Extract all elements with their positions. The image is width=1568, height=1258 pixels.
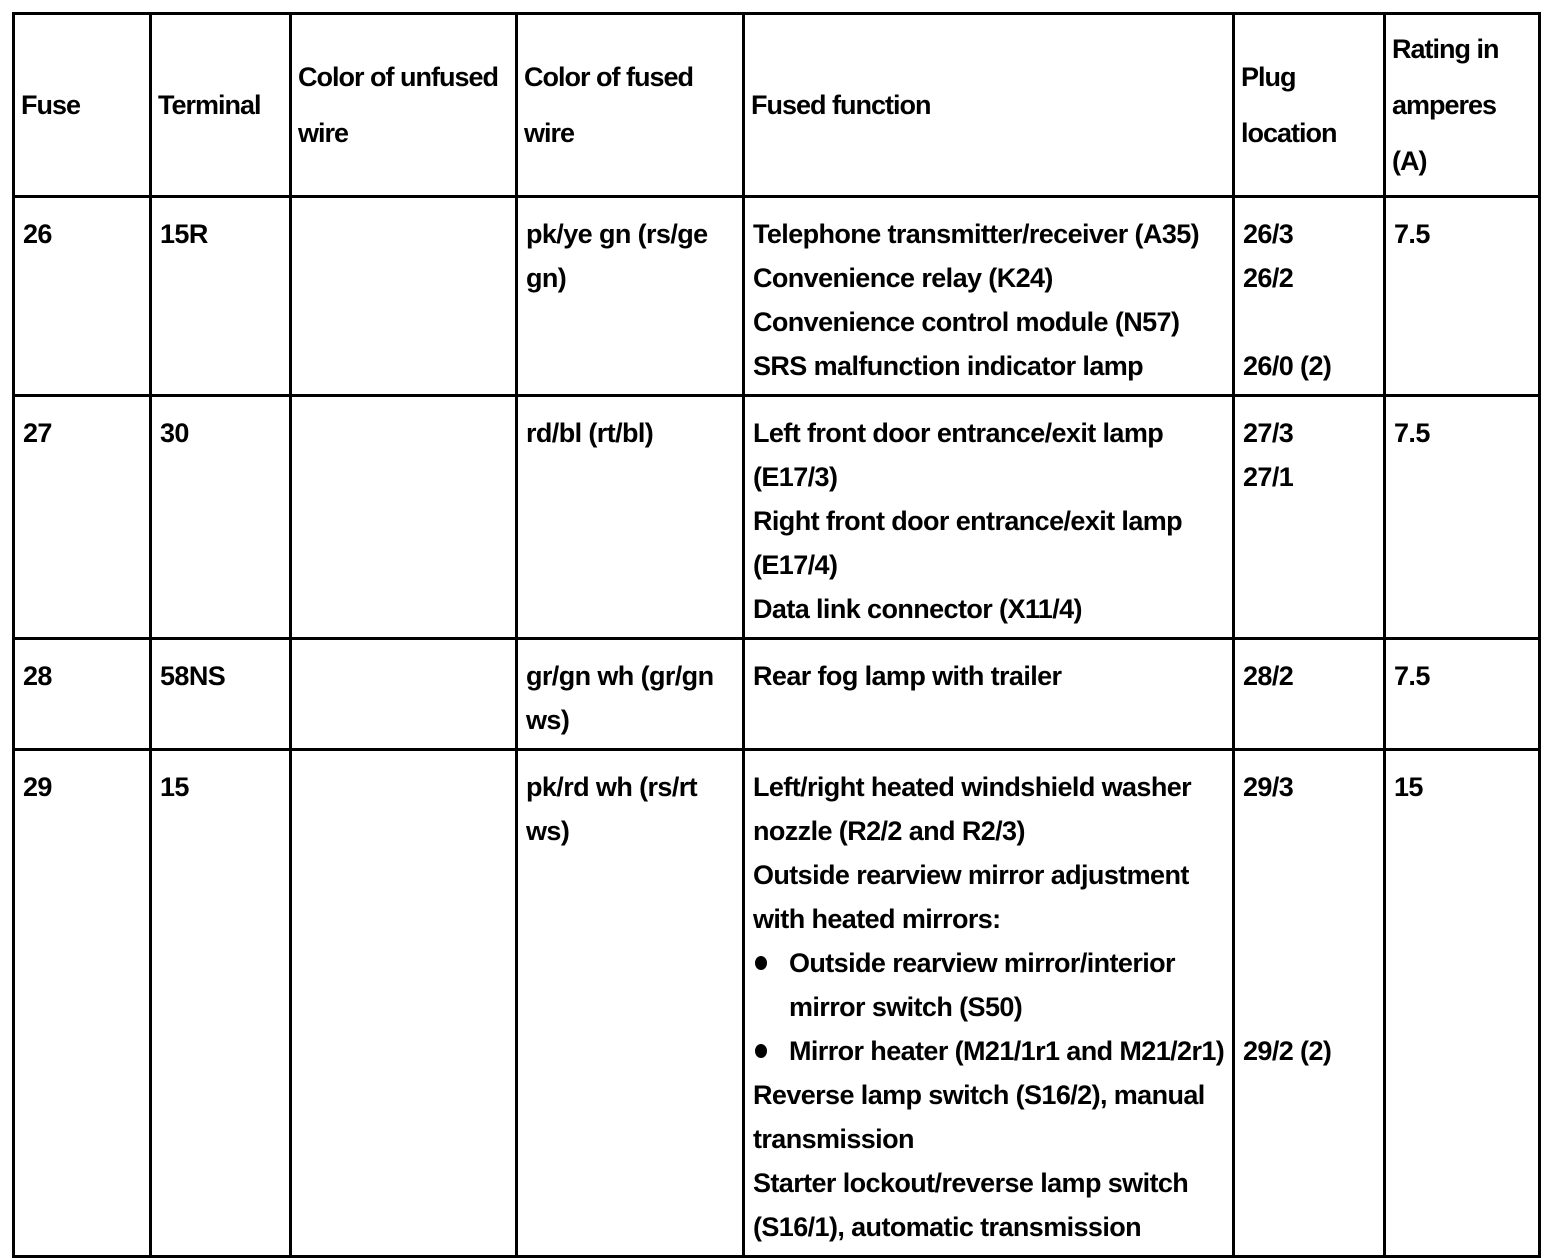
table-row [14, 396, 1540, 639]
cell-rating: 15 [1385, 750, 1540, 1257]
table-row [14, 639, 1540, 750]
cell-fuse: 27 [14, 396, 151, 639]
fuse-table [12, 12, 1541, 1258]
plug-spacer [1243, 897, 1377, 941]
function-bullet-item [753, 941, 1226, 1029]
plug-line: 29/3 [1243, 772, 1294, 802]
function-line: SRS malfunction indicator lamp [753, 351, 1144, 381]
header-fuse: Fuse [14, 14, 151, 197]
plug-line: 29/2 (2) [1243, 1036, 1332, 1066]
cell-fused-wire: gr/gn wh (gr/gn ws) [517, 639, 744, 750]
function-line: Convenience relay (K24) [753, 263, 1053, 293]
bullet-icon [755, 1044, 767, 1058]
plug-line: 26/3 [1243, 219, 1294, 249]
header-fused-function: Fused function [744, 14, 1234, 197]
plug-spacer [1243, 300, 1377, 344]
plug-spacer [1243, 853, 1377, 897]
bullet-icon [755, 956, 767, 970]
cell-fuse: 29 [14, 750, 151, 1257]
cell-unfused-wire [291, 197, 517, 396]
function-line: Outside rearview mirror adjustment with heated mirrors: [753, 860, 1189, 934]
function-line: Left front door entrance/exit lamp (E17/3) [753, 418, 1164, 492]
function-line: Telephone transmitter/receiver (A35) [753, 219, 1200, 249]
header-rating: Rating in amperes (A) [1385, 14, 1540, 197]
plug-line: 27/1 [1243, 462, 1294, 492]
cell-fused-function [744, 750, 1234, 1257]
cell-unfused-wire [291, 639, 517, 750]
plug-line: 28/2 [1243, 661, 1294, 691]
cell-rating: 7.5 [1385, 396, 1540, 639]
cell-fused-wire: pk/rd wh (rs/rt ws) [517, 750, 744, 1257]
cell-fuse: 26 [14, 197, 151, 396]
plug-line: 26/0 (2) [1243, 351, 1332, 381]
plug-spacer [1243, 809, 1377, 853]
plug-spacer [1243, 985, 1377, 1029]
cell-fused-function [744, 197, 1234, 396]
function-line: Starter lockout/reverse lamp switch (S16/1), automatic transmission [753, 1168, 1189, 1242]
cell-fuse: 28 [14, 639, 151, 750]
header-unfused-wire: Color of unfused wire [291, 14, 517, 197]
cell-terminal: 30 [151, 396, 291, 639]
header-fused-wire: Color of fused wire [517, 14, 744, 197]
cell-fused-function [744, 639, 1234, 750]
header-row [14, 14, 1540, 197]
function-line: Reverse lamp switch (S16/2), manual transmission [753, 1080, 1205, 1154]
function-line: Convenience control module (N57) [753, 307, 1180, 337]
function-line: Left/right heated windshield washer nozzle (R2/2 and R2/3) [753, 772, 1192, 846]
header-terminal: Terminal [151, 14, 291, 197]
cell-unfused-wire [291, 750, 517, 1257]
cell-unfused-wire [291, 396, 517, 639]
cell-terminal: 15R [151, 197, 291, 396]
plug-line: 26/2 [1243, 263, 1294, 293]
cell-terminal: 15 [151, 750, 291, 1257]
plug-line: 27/3 [1243, 418, 1294, 448]
function-line: Data link connector (X11/4) [753, 594, 1082, 624]
table-row [14, 197, 1540, 396]
cell-terminal: 58NS [151, 639, 291, 750]
plug-spacer [1243, 941, 1377, 985]
cell-rating: 7.5 [1385, 197, 1540, 396]
function-bullet-text: Outside rearview mirror/interior mirror switch (S50) [789, 948, 1175, 1022]
function-bullet-text: Mirror heater (M21/1r1 and M21/2r1) [789, 1036, 1225, 1066]
header-plug-location: Plug location [1234, 14, 1385, 197]
function-bullet-item [753, 1029, 1226, 1073]
cell-plug-location [1234, 639, 1385, 750]
cell-rating: 7.5 [1385, 639, 1540, 750]
table-row [14, 750, 1540, 1257]
cell-plug-location [1234, 396, 1385, 639]
function-line: Right front door entrance/exit lamp (E17/4) [753, 506, 1183, 580]
cell-fused-wire: pk/ye gn (rs/ge gn) [517, 197, 744, 396]
cell-plug-location [1234, 750, 1385, 1257]
cell-fused-wire: rd/bl (rt/bl) [517, 396, 744, 639]
cell-fused-function [744, 396, 1234, 639]
cell-plug-location [1234, 197, 1385, 396]
function-line: Rear fog lamp with trailer [753, 661, 1062, 691]
